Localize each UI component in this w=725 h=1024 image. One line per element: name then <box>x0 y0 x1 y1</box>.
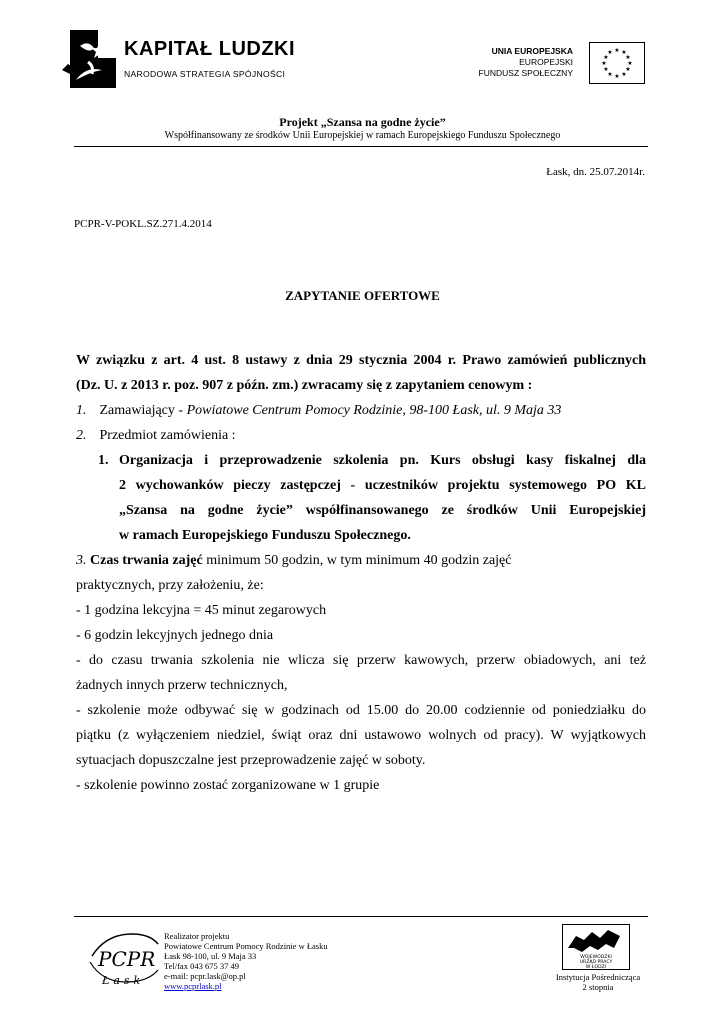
footer-divider <box>74 916 648 917</box>
pcpr-logo-icon <box>84 926 164 990</box>
bullet-5: - szkolenie powinno zostać zorganizowane w 1 grupie <box>76 778 380 793</box>
svg-text:★: ★ <box>614 73 620 80</box>
item-1-value: Powiatowe Centrum Pomocy Rodzinie, 98-100 Łask, ul. 9 Maja 33 <box>186 403 562 418</box>
reference-number: PCPR-V-POKL.SZ.271.4.2014 <box>74 218 212 230</box>
project-subtitle: Współfinansowany ze środków Unii Europejskiej w ramach Europejskiego Funduszu Społecznego <box>164 130 561 141</box>
item-3 <box>76 548 512 573</box>
bullet-3-line-1: - do czasu trwania szkolenia nie wlicza się przerw kawowych, przerw obiadowych, ani też <box>76 653 646 668</box>
footer-line-1: Realizator projektu <box>164 931 230 941</box>
eu-line2: EUROPEJSKI <box>519 57 573 67</box>
svg-text:★: ★ <box>601 60 607 67</box>
footer-line-5: e-mail: pcpr.lask@op.pl <box>164 971 246 981</box>
ip-line-1: Instytucja Pośrednicząca <box>555 972 641 982</box>
subitem-1-line-3: „Szansa na godne życie” współfinansowanego ze środków Unii Europejskiej <box>119 503 646 518</box>
footer-line-2: Powiatowe Centrum Pomocy Rodzinie w Łasku <box>164 941 328 951</box>
svg-text:★: ★ <box>625 54 631 61</box>
bullet-4-line-2: piątku (z wyłączeniem niedziel, świąt oraz dni ustawowo wolnych od pracy). W wyjątkowych <box>76 728 646 743</box>
item-3-text: minimum 50 godzin, w tym minimum 40 godzin zajęć <box>202 553 512 568</box>
bullet-4-line-1: - szkolenie może odbywać się w godzinach od 15.00 do 20.00 codziennie od poniedziałku do <box>76 703 646 718</box>
subitem-1-line-4: w ramach Europejskiego Funduszu Społecznego. <box>119 528 411 543</box>
project-title: Projekt „Szansa na godne życie” <box>279 115 446 129</box>
document-date: Łask, dn. 25.07.2014r. <box>546 166 645 178</box>
eu-line1: UNIA EUROPEJSKA <box>491 46 573 56</box>
intro-line-1: W związku z art. 4 ust. 8 ustawy z dnia 29 stycznia 2004 r. Prawo zamówień publicznych <box>76 353 646 368</box>
bullet-3-line-2: żadnych innych przerw technicznych, <box>76 678 288 693</box>
item-1-number: 1. <box>76 403 87 418</box>
website-link[interactable]: www.pcprlask.pl <box>164 981 222 991</box>
bullet-2: - 6 godzin lekcyjnych jednego dnia <box>76 628 274 643</box>
svg-text:WOJEWÓDZKI: WOJEWÓDZKI <box>580 955 612 960</box>
svg-text:Łask: Łask <box>102 974 145 987</box>
eu-flag-icon <box>589 42 645 84</box>
item-1 <box>76 398 561 423</box>
header-divider <box>74 146 648 147</box>
item-3-label: Czas trwania zajęć <box>86 553 203 568</box>
svg-text:★: ★ <box>614 47 620 54</box>
bullet-1: - 1 godzina lekcyjna = 45 minut zegarowych <box>76 603 327 618</box>
svg-text:★: ★ <box>603 54 609 61</box>
svg-text:★: ★ <box>607 49 613 56</box>
logo-title: KAPITAŁ LUDZKI <box>124 38 296 60</box>
item-2 <box>76 423 236 448</box>
wup-logo-icon <box>562 924 630 970</box>
footer-line-3: Łask 98-100, ul. 9 Maja 33 <box>164 951 257 961</box>
svg-text:★: ★ <box>621 49 627 56</box>
footer-line-4: Tel/fax 043 675 37 49 <box>164 961 239 971</box>
item-2-label: Przedmiot zamówienia : <box>99 428 236 443</box>
kapital-ludzki-logo-icon <box>58 28 120 90</box>
item-3-line-2: praktycznych, przy założeniu, że: <box>76 578 264 593</box>
subitem-1-line-1: Organizacja i przeprowadzenie szkolenia pn. Kurs obsługi kasy fiskalnej dla <box>119 453 646 468</box>
footer-contact <box>164 931 328 991</box>
item-3-number: 3. <box>76 553 87 568</box>
svg-text:★: ★ <box>621 71 627 78</box>
document-body <box>76 348 646 818</box>
intro-line-2: (Dz. U. z 2013 r. poz. 907 z późn. zm.) zwracamy się z zapytaniem cenowym : <box>76 378 533 393</box>
svg-text:★: ★ <box>603 66 609 73</box>
subitem-1-number: 1. <box>98 453 109 468</box>
svg-text:★: ★ <box>627 60 633 67</box>
logo-subtitle: NARODOWA STRATEGIA SPÓJNOŚCI <box>124 69 286 79</box>
item-1-label: Zamawiający - <box>99 403 187 418</box>
svg-text:★: ★ <box>625 66 631 73</box>
subitem-1-line-2: 2 wychowanków pieczy zastępczej - uczestników projektu systemowego PO KL <box>119 478 646 493</box>
intermediary-institution <box>548 972 648 992</box>
svg-text:W ŁODZI: W ŁODZI <box>585 965 607 970</box>
ip-line-2: 2 stopnia <box>582 982 614 992</box>
svg-text:★: ★ <box>607 71 613 78</box>
svg-text:PCPR: PCPR <box>98 947 156 971</box>
document-heading: ZAPYTANIE OFERTOWE <box>285 288 440 303</box>
item-2-number: 2. <box>76 428 87 443</box>
eu-text-block <box>433 46 573 79</box>
eu-line3: FUNDUSZ SPOŁECZNY <box>478 68 573 78</box>
svg-text:URZĄD PRACY: URZĄD PRACY <box>579 960 613 965</box>
bullet-4-line-3: sytuacjach dopuszczalne jest przeprowadzenie zajęć w soboty. <box>76 753 426 768</box>
